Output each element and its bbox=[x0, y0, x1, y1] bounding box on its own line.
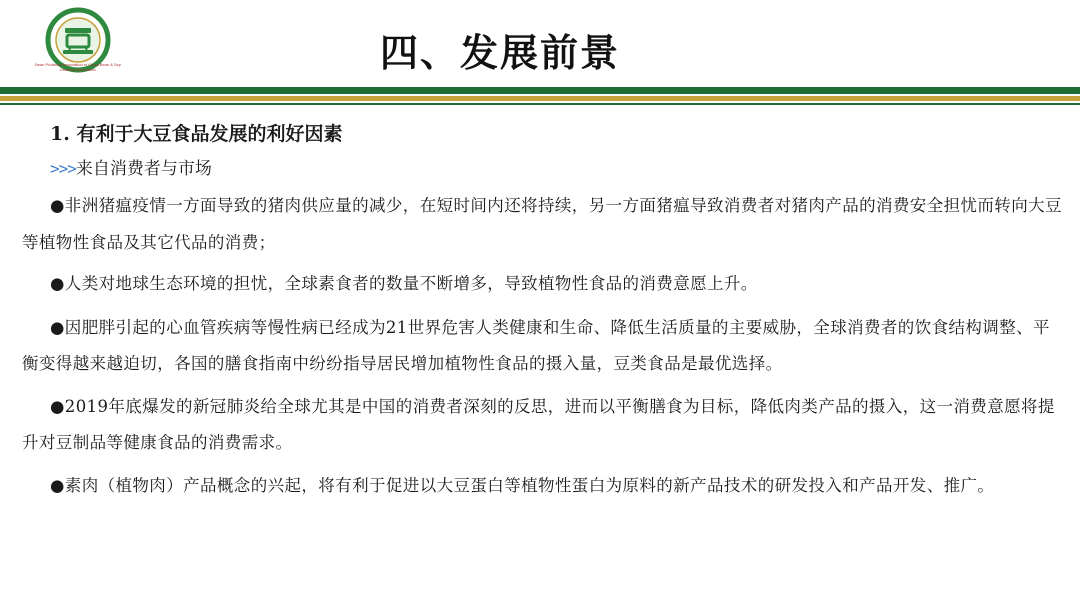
slide-body bbox=[22, 116, 1062, 504]
section-heading: 1. 有利于大豆食品发展的利好因素 bbox=[50, 123, 343, 145]
bullet-paragraph-3: ●因肥胖引起的心血管疾病等慢性病已经成为21世界危害人类健康和生命、降低生活质量的主要威胁，全球消费者的饮食结构调整、平衡变得越来越迫切，各国的膳食指南中纷纷指导居民增加植物性食品的摄入量，豆类食品是最优选择。 bbox=[22, 317, 1050, 373]
logo-caption: Bean Products Association of China Bean & Soy Industry Association bbox=[35, 62, 121, 72]
bullet-paragraph-5: ●素肉（植物肉）产品概念的兴起，将有利于促进以大豆蛋白等植物性蛋白为原料的新产品技术的研发投入和产品开发、推广。 bbox=[50, 475, 995, 495]
bullet-paragraph-2: ●人类对地球生态环境的担忧，全球素食者的数量不断增多，导致植物性食品的消费意愿上升。 bbox=[50, 274, 758, 293]
header-rule-thin bbox=[0, 103, 1080, 105]
bullet-paragraph-1: ●非洲猪瘟疫情一方面导致的猪肉供应量的减少，在短时间内还将持续，另一方面猪瘟导致消费者对猪肉产品的消费安全担忧而转向大豆等植物性食品及其它代品的消费； bbox=[22, 196, 1062, 252]
source-line bbox=[50, 152, 1062, 186]
slide-title: 四、发展前景 bbox=[379, 31, 620, 75]
bullet-paragraph-4: ●2019年底爆发的新冠肺炎给全球尤其是中国的消费者深刻的反思，进而以平衡膳食为目标，降低肉类产品的摄入，这一消费意愿将提升对豆制品等健康食品的消费需求。 bbox=[22, 396, 1055, 452]
header-rule-green bbox=[0, 87, 1080, 94]
chevron-icon: >>> bbox=[50, 159, 76, 178]
header-rule-gold bbox=[0, 96, 1080, 101]
source-label: 来自消费者与市场 bbox=[75, 159, 212, 179]
